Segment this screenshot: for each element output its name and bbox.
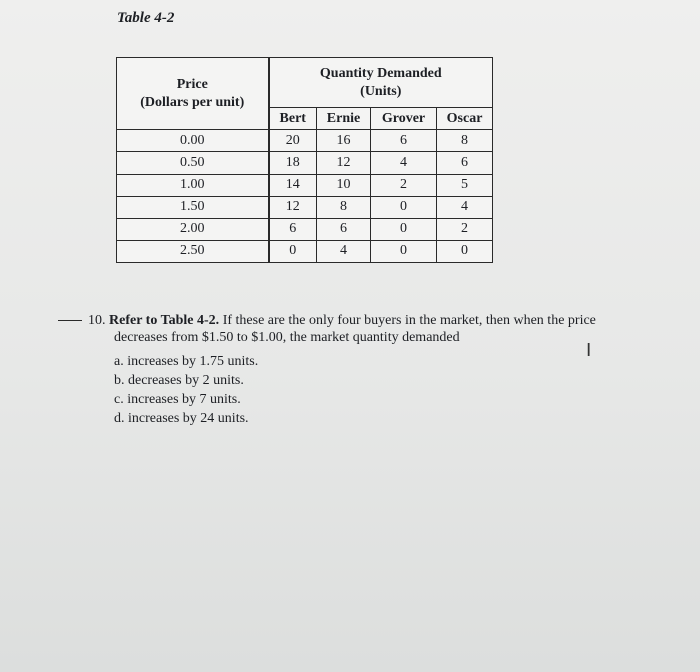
quantity-cell: 6 (437, 152, 493, 174)
quantity-cell: 2 (437, 218, 493, 240)
quantity-cell: 4 (371, 152, 437, 174)
quantity-cell: 4 (317, 240, 371, 262)
question-reference: Refer to Table 4-2. (109, 313, 220, 328)
answer-options (114, 352, 258, 428)
quantity-cell: 10 (317, 174, 371, 196)
price-cell: 1.50 (117, 196, 269, 218)
quantity-header-line1: Quantity Demanded (319, 65, 442, 81)
quantity-cell: 20 (269, 130, 317, 152)
price-header-line2: (Dollars per unit) (140, 94, 245, 110)
buyer-header-oscar: Oscar (437, 108, 493, 130)
price-cell: 2.50 (117, 240, 269, 262)
buyer-header-bert: Bert (269, 108, 317, 130)
question-line-1 (88, 312, 678, 329)
quantity-cell: 12 (269, 196, 317, 218)
quantity-cell: 0 (371, 240, 437, 262)
buyer-header-grover: Grover (371, 108, 437, 130)
question-text-1: If these are the only four buyers in the market, then when the price (219, 313, 596, 328)
quantity-cell: 8 (437, 130, 493, 152)
quantity-cell: 0 (371, 218, 437, 240)
quantity-cell: 12 (317, 152, 371, 174)
price-cell: 1.00 (117, 174, 269, 196)
text-cursor-icon: I (586, 340, 592, 361)
quantity-cell: 2 (371, 174, 437, 196)
price-cell: 2.00 (117, 218, 269, 240)
price-cell: 0.50 (117, 152, 269, 174)
quantity-cell: 18 (269, 152, 317, 174)
option-d[interactable]: d. increases by 24 units. (114, 411, 249, 426)
quantity-cell: 0 (371, 196, 437, 218)
question-text-2: decreases from $1.50 to $1.00, the market quantity demanded (114, 330, 460, 345)
quantity-cell: 0 (437, 240, 493, 262)
quantity-header (269, 58, 493, 108)
price-header-line1: Price (176, 76, 208, 92)
table-row (117, 130, 493, 152)
table-title: Table 4-2 (117, 10, 175, 26)
table-row (117, 152, 493, 174)
table-row (117, 174, 493, 196)
quantity-cell: 6 (371, 130, 437, 152)
buyer-header-ernie: Ernie (317, 108, 371, 130)
price-header (117, 58, 269, 130)
table-row (117, 218, 493, 240)
quantity-cell: 6 (269, 218, 317, 240)
quantity-cell: 8 (317, 196, 371, 218)
answer-blank-line (58, 320, 82, 321)
quantity-cell: 4 (437, 196, 493, 218)
quantity-cell: 0 (269, 240, 317, 262)
price-cell: 0.00 (117, 130, 269, 152)
option-b[interactable]: b. decreases by 2 units. (114, 373, 244, 388)
quantity-cell: 6 (317, 218, 371, 240)
quantity-header-line2: (Units) (360, 83, 402, 99)
table-row (117, 240, 493, 262)
demand-table (116, 57, 493, 263)
option-c[interactable]: c. increases by 7 units. (114, 392, 241, 407)
option-a[interactable]: a. increases by 1.75 units. (114, 354, 259, 369)
quantity-cell: 5 (437, 174, 493, 196)
question-number: 10. (88, 313, 106, 328)
quantity-cell: 16 (317, 130, 371, 152)
quantity-cell: 14 (269, 174, 317, 196)
table-row (117, 196, 493, 218)
